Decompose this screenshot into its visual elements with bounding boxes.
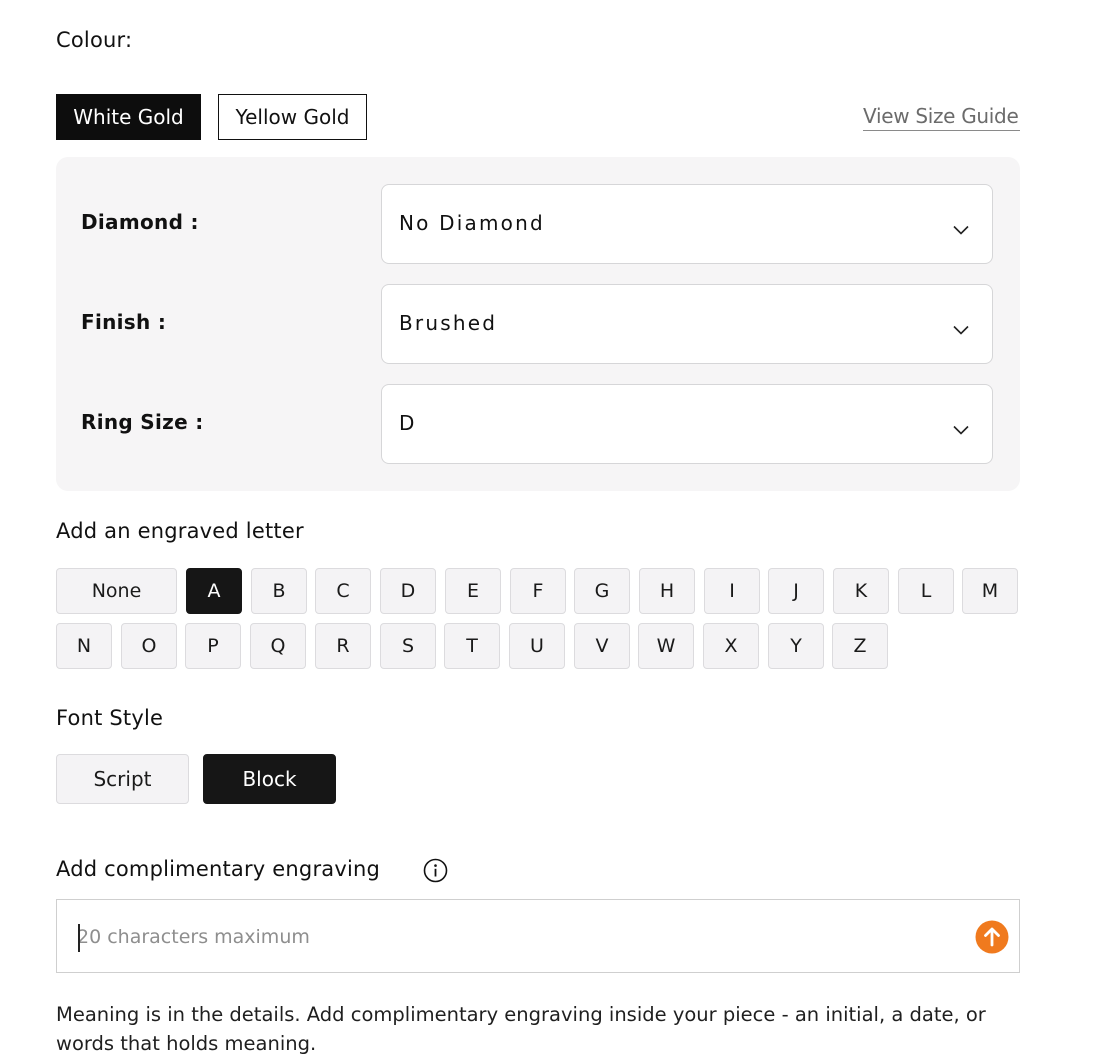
letter-option-d[interactable]: D	[380, 568, 436, 614]
letter-option-a[interactable]: A	[186, 568, 242, 614]
diamond-label: Diamond :	[81, 210, 199, 234]
colour-label: Colour:	[56, 28, 133, 52]
font-style-script-button[interactable]: Script	[56, 754, 189, 804]
letter-option-m[interactable]: M	[962, 568, 1018, 614]
text-cursor	[78, 924, 80, 952]
diamond-select-value: No Diamond	[399, 211, 545, 235]
engraving-input[interactable]	[77, 920, 957, 954]
letter-option-n[interactable]: N	[56, 623, 112, 669]
ring-size-label: Ring Size :	[81, 410, 204, 434]
letter-option-x[interactable]: X	[703, 623, 759, 669]
letter-option-r[interactable]: R	[315, 623, 371, 669]
colour-option-yellow-gold[interactable]: Yellow Gold	[218, 94, 367, 140]
letter-option-e[interactable]: E	[445, 568, 501, 614]
letter-option-j[interactable]: J	[768, 568, 824, 614]
letter-option-o[interactable]: O	[121, 623, 177, 669]
letter-option-none[interactable]: None	[56, 568, 177, 614]
letter-option-c[interactable]: C	[315, 568, 371, 614]
chevron-down-icon	[953, 225, 969, 235]
finish-label: Finish :	[81, 310, 167, 334]
chevron-down-icon	[953, 325, 969, 335]
info-icon[interactable]	[423, 858, 448, 883]
font-style-block-button[interactable]: Block	[203, 754, 336, 804]
finish-select-value: Brushed	[399, 311, 498, 335]
ring-size-select-value: D	[399, 411, 417, 435]
letter-option-q[interactable]: Q	[250, 623, 306, 669]
colour-option-white-gold[interactable]: White Gold	[56, 94, 201, 140]
letter-option-t[interactable]: T	[444, 623, 500, 669]
chevron-down-icon	[953, 425, 969, 435]
letter-option-s[interactable]: S	[380, 623, 436, 669]
letter-option-v[interactable]: V	[574, 623, 630, 669]
letter-option-p[interactable]: P	[185, 623, 241, 669]
finish-select[interactable]	[381, 284, 993, 364]
view-size-guide-link[interactable]: View Size Guide	[863, 104, 1020, 131]
letter-option-z[interactable]: Z	[832, 623, 888, 669]
letter-option-b[interactable]: B	[251, 568, 307, 614]
engraving-title: Add complimentary engraving	[56, 857, 381, 881]
engraving-input-box	[56, 899, 1020, 973]
letter-option-l[interactable]: L	[898, 568, 954, 614]
engraving-description: Meaning is in the details. Add complimentary engraving inside your piece - an initial, a date, or words that holds meaning.	[56, 1003, 986, 1055]
letter-option-k[interactable]: K	[833, 568, 889, 614]
letter-option-u[interactable]: U	[509, 623, 565, 669]
ring-size-select[interactable]	[381, 384, 993, 464]
diamond-select[interactable]	[381, 184, 993, 264]
letter-option-i[interactable]: I	[704, 568, 760, 614]
letter-option-y[interactable]: Y	[768, 623, 824, 669]
engraved-letter-title: Add an engraved letter	[56, 519, 304, 543]
letter-option-f[interactable]: F	[510, 568, 566, 614]
font-style-title: Font Style	[56, 706, 164, 730]
letter-option-w[interactable]: W	[638, 623, 694, 669]
arrow-up-circle-icon[interactable]	[975, 920, 1009, 954]
letter-option-g[interactable]: G	[574, 568, 630, 614]
letter-option-h[interactable]: H	[639, 568, 695, 614]
